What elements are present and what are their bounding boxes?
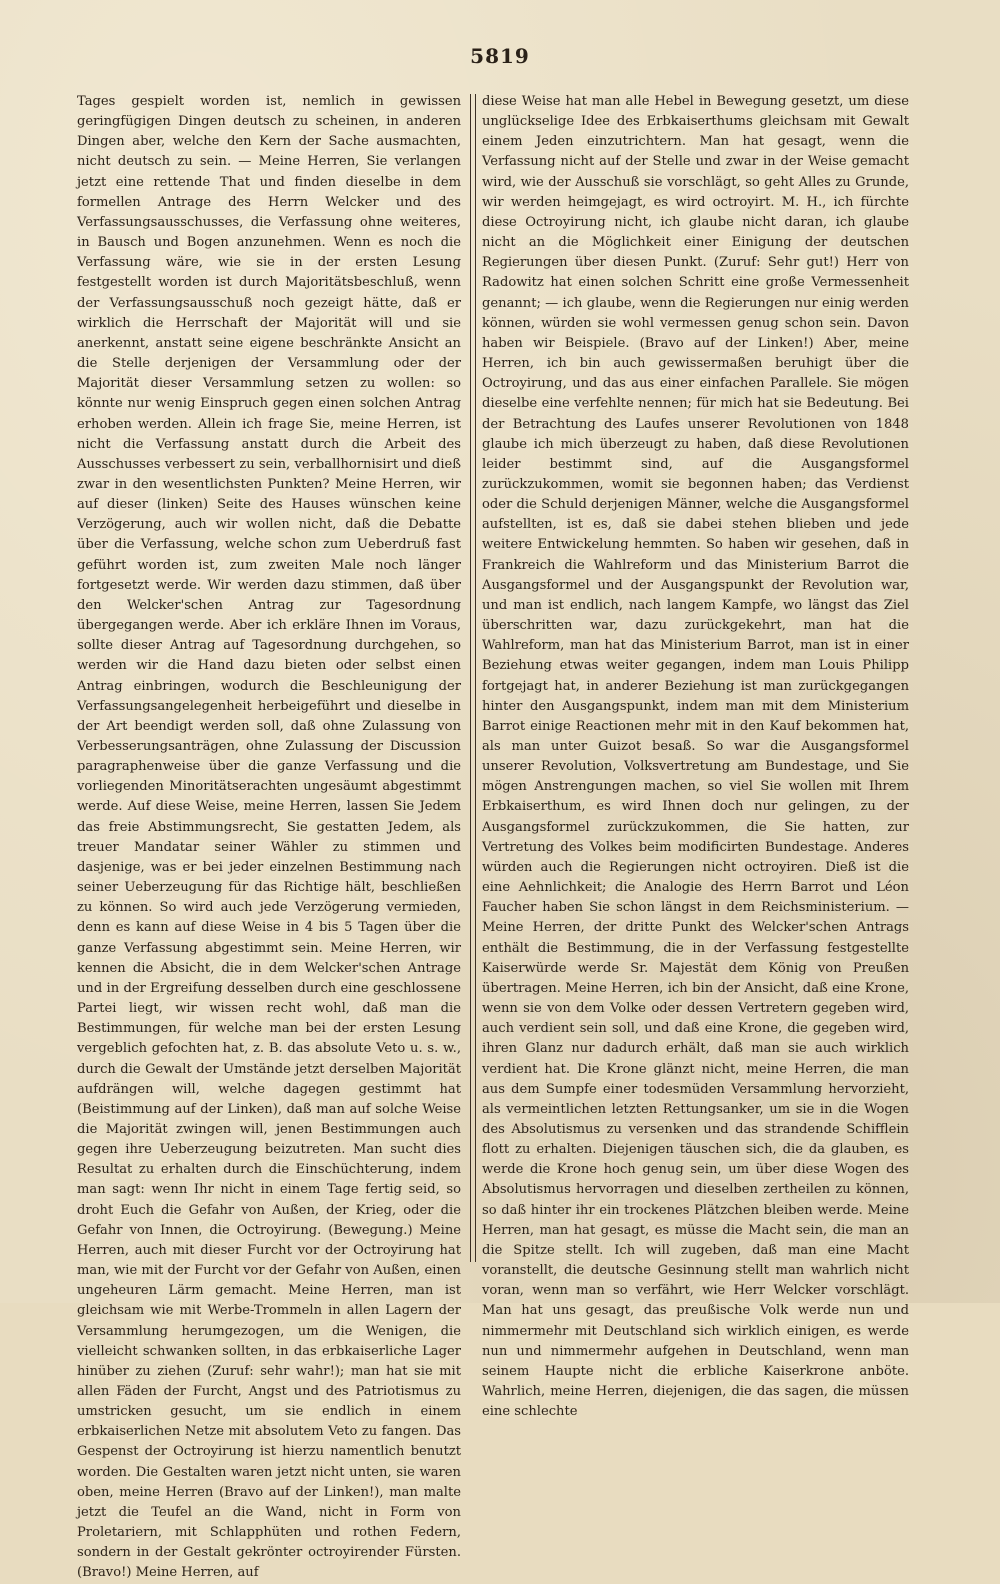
right-text-column: diese Weise hat man alle Hebel in Bewegung gesetzt, um diese unglückselige Idee des Erbkaiserthums gleichsam mit Gewalt einem Jeden einzutrichtern. Man hat gesagt, wenn die Verfassung nicht auf der Stelle und zwar in der Weise gemacht wird, wie der Ausschuß sie vorschlägt, so geht Alles zu Grunde, wir werden heimgejagt, es wird octroyirt. M. H., ich fürchte diese Octroyirung nicht, ich glaube nicht daran, ich glaube nicht an die Möglichkeit einer Einigung der deutschen Regierungen über diesen Punkt. (Zuruf: Sehr gut!) Herr von Radowitz hat einen solchen Schritt eine große Vermessenheit genannt; — ich glaube, wenn die Regierungen nur einig werden können, würden sie wohl vermessen genug schon sein. Davon haben wir Beispiele. (Bravo auf der Linken!) Aber, meine Herren, ich bin auch gewissermaßen beruhigt über die Octroyirung, und das aus einer einfachen Parallele. Sie mögen dieselbe eine verfehlte nennen; für mich hat sie Bedeutung. Bei der Betrachtung des Laufes unserer Revolutionen von 1848 glaube ich mich überzeugt zu haben, daß diese Revolutionen leider bestimmt sind, auf die Ausgangsformel zurückzukommen, womit sie begonnen haben; das Verdienst oder die Schuld derjenigen Männer, welche die Ausgangsformel aufstellten, ist es, daß sie dabei stehen blieben und jede weitere Entwickelung hemmten. So haben wir gesehen, daß in Frankreich die Wahlreform und das Ministerium Barrot die Ausgangsformel und der Ausgangspunkt der Revolution war, und man ist endlich, nach langem Kampfe, wo längst das Ziel überschritten war, dazu zurückgekehrt, man hat die Wahlreform, man hat das Ministerium Barrot, man ist in einer Beziehung etwas weiter gegangen, indem man Louis Philipp fortgejagt hat, in anderer Beziehung ist man zurückgegangen hinter den Ausgangspunkt, indem man mit dem Ministerium Barrot einige Reactionen mehr mit in den Kauf bekommen hat, als man unter Guizot besaß. So war die Ausgangsformel unserer Revolution, Volksvertretung am Bundestage, und Sie mögen Anstrengungen machen, so viel Sie wollen mit Ihrem Erbkaiserthum, es wird Ihnen doch nur gelingen, zu der Ausgangsformel zurückzukommen, die Sie hatten, zur Vertretung des Volkes beim modificirten Bundestage. Anderes würden auch die Regierungen nicht octroyiren. Dieß ist die eine Aehnlichkeit; die Analogie des Herrn Barrot und Léon Faucher haben Sie schon längst in dem Reichsministerium. — Meine Herren, der dritte Punkt des Welcker'schen Antrags enthält die Bestimmung, die in der Verfassung festgestellte Kaiserwürde werde Sr. Majestät dem König von Preußen übertragen. Meine Herren, ich bin der Ansicht, daß eine Krone, wenn sie von dem Volke oder dessen Vertretern gegeben wird, auch verdient sein soll, und daß eine Krone, die gegeben wird, ihren Glanz nur dadurch erhält, daß man sie auch wirklich verdient hat. Die Krone glänzt nicht, meine Herren, die man aus dem Sumpfe einer todesmüden Versammlung hervorzieht, als vermeintlichen letzten Rettungsanker, um sie in die Wogen des Absolutismus zu versenken und das strandende Schifflein flott zu erhalten. Diejenigen täuschen sich, die da glauben, es werde die Krone hoch genug sein, um über diese Wogen des Absolutismus hervorragen und dieselben zertheilen zu können, so daß hinter ihr ein trockenes Plätzchen bleiben werde. Meine Herren, man hat gesagt, es müsse die Macht sein, die man an die Spitze stellt. Ich will zugeben, daß man eine Macht voranstellt, die deutsche Gesinnung stellt man wahrlich nicht voran, wenn man so verfährt, wie Herr Welcker vorschlägt. Man hat uns gesagt, das preußische Volk werde nun und nimmermehr mit Deutschland sich wirklich einigen, es werde nun und nimmermehr aufgehen in Deutschland, wenn man seinem Haupte nicht die erbliche Kaiserkrone anböte. Wahrlich, meine Herren, diejenigen, die das sagen, die müssen eine schlechte: [482, 94, 909, 1420]
page-number: 5819: [470, 44, 530, 68]
left-text-column: Tages gespielt worden ist, nemlich in gewissen geringfügigen Dingen deutsch zu scheinen, in anderen Dingen aber, welche den Kern der Sache ausmachten, nicht deutsch zu sein. — Meine Herren, Sie verlangen jetzt eine rettende That und finden dieselbe in dem formellen Antrage des Herrn Welcker und des Verfassungsausschusses, die Verfassung ohne weiteres, in Bausch und Bogen anzunehmen. Wenn es noch die Verfassung wäre, wie sie in der ersten Lesung festgestellt worden ist durch Majoritätsbeschluß, wenn der Verfassungsausschuß noch gezeigt hätte, daß er wirklich die Herrschaft der Majorität will und sie anerkennt, anstatt seine eigene beschränkte Ansicht an die Stelle derjenigen der Versammlung oder der Majorität dieser Versammlung setzen zu wollen: so könnte nur wenig Einspruch gegen einen solchen Antrag erhoben werden. Allein ich frage Sie, meine Herren, ist nicht die Verfassung anstatt durch die Arbeit des Ausschusses verbessert zu sein, verballhornisirt und dieß zwar in den wesentlichsten Punkten? Meine Herren, wir auf dieser (linken) Seite des Hauses wünschen keine Verzögerung, auch wir wollen nicht, daß die Debatte über die Verfassung, welche schon zum Ueberdruß fast geführt worden ist, zum zweiten Male noch länger fortgesetzt werde. Wir werden dazu stimmen, daß über den Welcker'schen Antrag zur Tagesordnung übergegangen werde. Aber ich erkläre Ihnen im Voraus, sollte dieser Antrag auf Tagesordnung durchgehen, so werden wir die Hand dazu bieten oder selbst einen Antrag einbringen, wodurch die Beschleunigung der Verfassungsangelegenheit herbeigeführt und dieselbe in der Art beendigt werden soll, daß ohne Zulassung von Verbesserungsanträgen, ohne Zulassung der Discussion paragraphenweise über die ganze Verfassung und die vorliegenden Minoritätserachten ungesäumt abgestimmt werde. Auf diese Weise, meine Herren, lassen Sie Jedem das freie Abstimmungsrecht, Sie gestatten Jedem, als treuer Mandatar seiner Wähler zu stimmen und dasjenige, was er bei jeder einzelnen Bestimmung nach seiner Ueberzeugung für das Richtige hält, beschließen zu können. So wird auch jede Verzögerung vermieden, denn es kann auf diese Weise in 4 bis 5 Tagen über die ganze Verfassung abgestimmt sein. Meine Herren, wir kennen die Absicht, die in dem Welcker'schen Antrage und in der Ergreifung desselben durch eine geschlossene Partei liegt, wir wissen recht wohl, daß man die Bestimmungen, für welche man bei der ersten Lesung vergeblich gefochten hat, z. B. das absolute Veto u. s. w., durch die Gewalt der Umstände jetzt derselben Majorität aufdrängen will, welche dagegen gestimmt hat (Beistimmung auf der Linken), daß man auf solche Weise die Majorität zwingen will, jenen Bestimmungen auch gegen ihre Ueberzeugung beizutreten. Man sucht dies Resultat zu erhalten durch die Einschüchterung, indem man sagt: wenn Ihr nicht in einem Tage fertig seid, so droht Euch die Gefahr von Außen, der Krieg, oder die Gefahr von Innen, die Octroyirung. (Bewegung.) Meine Herren, auch mit dieser Furcht vor der Octroyirung hat man, wie mit der Furcht vor der Gefahr von Außen, einen ungeheuren Lärm gemacht. Meine Herren, man ist gleichsam wie mit Werbe-Trommeln in allen Lagern der Versammlung herumgezogen, um die Wenigen, die vielleicht schwanken sollten, in das erbkaiserliche Lager hinüber zu ziehen (Zuruf: sehr wahr!); man hat sie mit allen Fäden der Furcht, Angst und des Patriotismus zu umstricken gesucht, um sie endlich in einem erbkaiserlichen Netze mit absolutem Veto zu fangen. Das Gespenst der Octroyirung ist hierzu namentlich benutzt worden. Die Gestalten waren jetzt nicht unten, sie waren oben, meine Herren (Bravo auf der Linken!), man malte jetzt die Teufel an die Wand, nicht in Form von Proletariern, mit Schlapphüten und rothen Federn, sondern in der Gestalt gekrönter octroyirender Fürsten. (Bravo!) Meine Herren, auf: [77, 94, 461, 1581]
column-divider: [470, 94, 476, 1262]
